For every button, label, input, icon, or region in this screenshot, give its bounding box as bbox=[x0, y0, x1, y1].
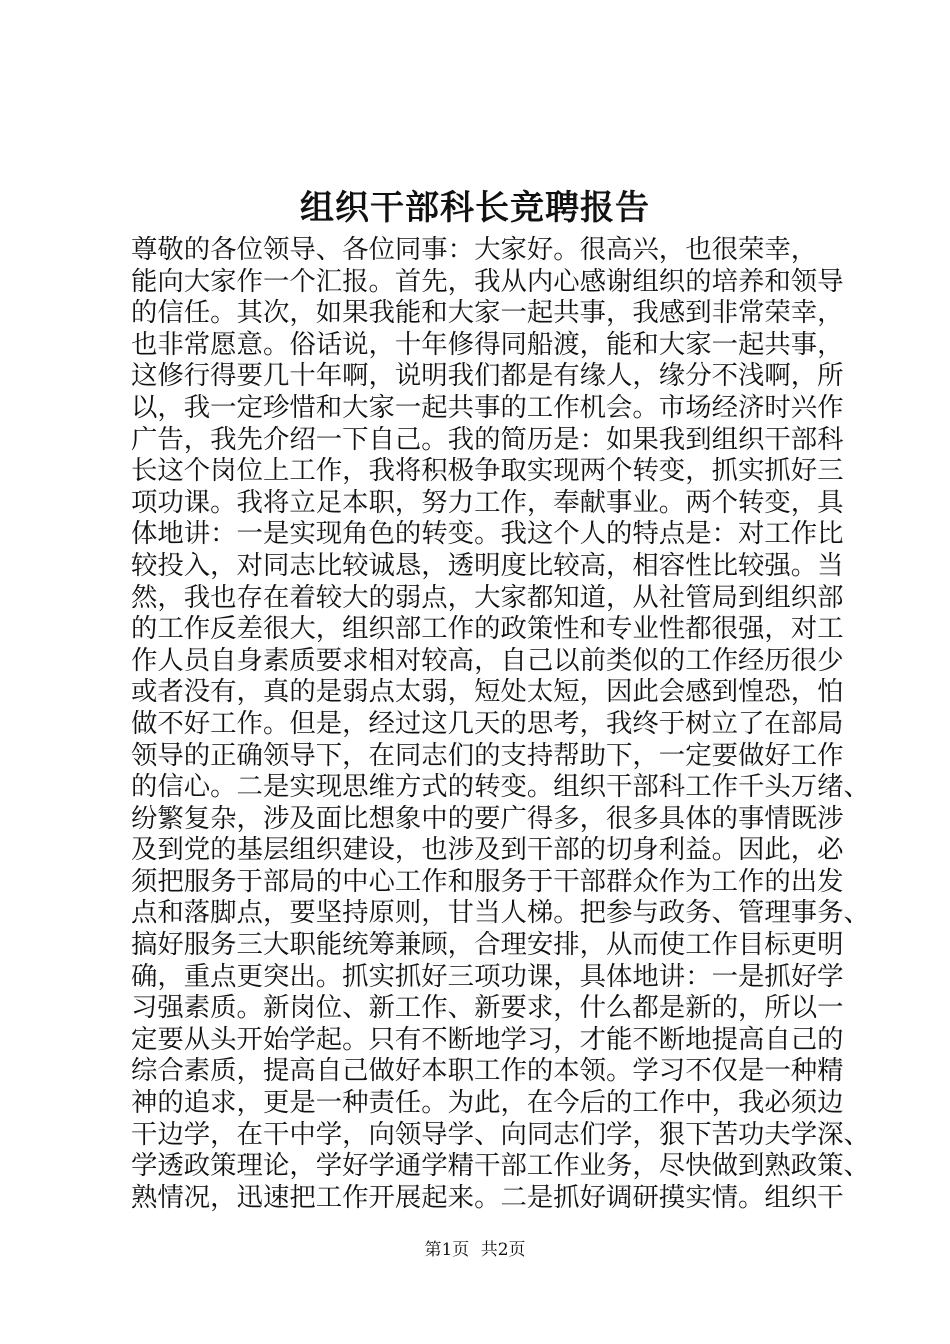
paragraph-line: 项功课。我将立足本职，努力工作，奉献事业。两个转变，具 bbox=[131, 486, 844, 518]
paragraph-line: 综合素质，提高自己做好本职工作的本领。学习不仅是一种精 bbox=[131, 1055, 844, 1087]
paragraph-line: 习强素质。新岗位、新工作、新要求，什么都是新的，所以一 bbox=[131, 992, 844, 1024]
paragraph-line: 熟情况，迅速把工作开展起来。二是抓好调研摸实情。组织干 bbox=[131, 1181, 844, 1213]
paragraph-line: 体地讲：一是实现角色的转变。我这个人的特点是：对工作比 bbox=[131, 518, 844, 550]
paragraph-line: 确，重点更突出。抓实抓好三项功课，具体地讲：一是抓好学 bbox=[131, 960, 844, 992]
paragraph-line: 较投入，对同志比较诚恳，透明度比较高，相容性比较强。当 bbox=[131, 549, 844, 581]
paragraph-line: 定要从头开始学起。只有不断地学习，才能不断地提高自己的 bbox=[131, 1023, 844, 1055]
paragraph-line: 作人员自身素质要求相对较高，自己以前类似的工作经历很少 bbox=[131, 644, 844, 676]
paragraph-line: 干边学，在干中学，向领导学、向同志们学，狠下苦功夫学深、 bbox=[131, 1118, 870, 1150]
paragraph-line: 或者没有，真的是弱点太弱，短处太短，因此会感到惶恐，怕 bbox=[131, 676, 844, 708]
document-title: 组织干部科长竞聘报告 bbox=[300, 188, 650, 228]
paragraph-line: 这修行得要几十年啊，说明我们都是有缘人，缘分不浅啊，所 bbox=[131, 360, 844, 392]
paragraph-line: 学透政策理论，学好学通学精干部工作业务，尽快做到熟政策、 bbox=[131, 1150, 870, 1182]
page-footer bbox=[0, 1238, 950, 1262]
paragraph-line: 领导的正确领导下，在同志们的支持帮助下，一定要做好工作 bbox=[131, 739, 844, 771]
paragraph-line: 神的追求，更是一种责任。为此，在今后的工作中，我必须边 bbox=[131, 1087, 844, 1119]
paragraph-line: 纷繁复杂，涉及面比想象中的要广得多，很多具体的事情既涉 bbox=[131, 802, 844, 834]
paragraph-line: 尊敬的各位领导、各位同事：大家好。很高兴，也很荣幸， bbox=[131, 234, 818, 265]
paragraph-line: 的工作反差很大，组织部工作的政策性和专业性都很强，对工 bbox=[131, 613, 844, 645]
paragraph-line: 搞好服务三大职能统筹兼顾，合理安排，从而使工作目标更明 bbox=[131, 929, 844, 961]
page-total: 共2页 bbox=[480, 1240, 526, 1260]
paragraph-line: 须把服务于部局的中心工作和服务于干部群众作为工作的出发 bbox=[131, 865, 844, 897]
paragraph-line: 的信心。二是实现思维方式的转变。组织干部科工作千头万绪、 bbox=[131, 771, 870, 803]
paragraph-line: 然，我也存在着较大的弱点，大家都知道，从社管局到组织部 bbox=[131, 581, 844, 613]
paragraph-line: 长这个岗位上工作，我将积极争取实现两个转变，抓实抓好三 bbox=[131, 455, 844, 487]
document-body bbox=[131, 234, 870, 1213]
paragraph-line: 做不好工作。但是，经过这几天的思考，我终于树立了在部局 bbox=[131, 707, 844, 739]
paragraph-line: 点和落脚点，要坚持原则，甘当人梯。把参与政务、管理事务、 bbox=[131, 897, 870, 929]
paragraph-line: 广告，我先介绍一下自己。我的简历是：如果我到组织干部科 bbox=[131, 423, 844, 455]
paragraph-line: 的信任。其次，如果我能和大家一起共事，我感到非常荣幸， bbox=[131, 297, 844, 329]
paragraph-line: 及到党的基层组织建设，也涉及到干部的切身利益。因此，必 bbox=[131, 834, 844, 866]
page-number: 第1页 bbox=[424, 1240, 470, 1260]
paragraph-line: 以，我一定珍惜和大家一起共事的工作机会。市场经济时兴作 bbox=[131, 391, 844, 423]
paragraph-line: 也非常愿意。俗话说，十年修得同船渡，能和大家一起共事， bbox=[131, 328, 844, 360]
paragraph-line: 能向大家作一个汇报。首先，我从内心感谢组织的培养和领导 bbox=[131, 265, 844, 297]
